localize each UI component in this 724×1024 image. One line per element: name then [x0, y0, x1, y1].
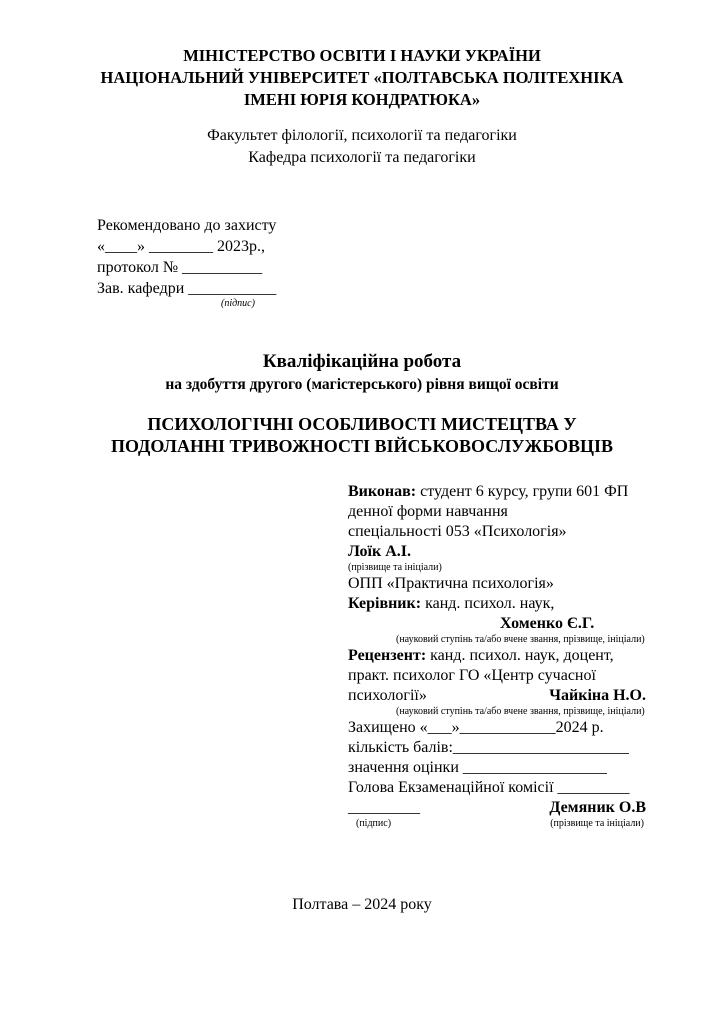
opp-line: ОПП «Практична психологія»: [348, 575, 554, 592]
approval-signature-caption: (підпис): [221, 298, 255, 309]
reviewer-line-2: практ. психолог ГО «Центр сучасної: [348, 667, 596, 684]
thesis-title: [0, 413, 724, 457]
department-line: Кафедра психології та педагогіки: [248, 149, 476, 166]
committee-signature-blank: _________: [348, 799, 420, 816]
faculty-line: Факультет філології, психології та педагогіки: [207, 127, 517, 144]
document-header: [0, 45, 724, 169]
work-type-title: Кваліфікаційна робота: [262, 351, 462, 372]
committee-signature-line: [348, 798, 650, 818]
university-line-2: ІМЕНІ ЮРІЯ КОНДРАТЮКА»: [243, 90, 481, 109]
reviewer-line-3: [348, 686, 650, 706]
reviewer-degree-caption: (науковий ступінь та/або вчене звання, прізвище, ініціали): [396, 706, 645, 717]
bottom-captions-row: [348, 818, 650, 830]
student-name-caption: (прізвище та ініціали): [348, 562, 442, 573]
name-caption: (прізвище та ініціали): [550, 818, 644, 829]
defended-line: Захищено «___»____________2024 р.: [348, 719, 604, 736]
supervisor-text: канд. психол. наук,: [425, 595, 555, 612]
approval-protocol-line: протокол № __________: [97, 259, 263, 276]
supervisor-name: Хоменко Є.Г.: [500, 615, 595, 632]
details-block: [348, 482, 650, 830]
grade-line: значення оцінки __________________: [348, 759, 607, 776]
reviewer-name: Чайкіна Н.О.: [549, 687, 646, 704]
approval-recommended-line: Рекомендовано до захисту: [97, 217, 277, 234]
committee-head-line: Голова Екзаменаційної комісії _________: [348, 779, 630, 796]
approval-dept-head-line: Зав. кафедри ___________: [97, 280, 277, 297]
supervisor-degree-caption: (науковий ступінь та/або вчене звання, прізвище, ініціали): [396, 634, 645, 645]
city-year-footer: Полтава – 2024 року: [292, 896, 432, 913]
reviewer-line-3-left: психології»: [348, 687, 427, 704]
study-form-line: денної форми навчання: [348, 503, 508, 520]
executor-text: студент 6 курсу, групи 601 ФП: [420, 483, 629, 500]
approval-block: [97, 215, 357, 310]
signature-caption: (підпис): [356, 818, 392, 829]
supervisor-label: Керівник:: [348, 595, 422, 612]
work-type-subtitle: на здобуття другого (магістерського) рівня вищої освіти: [165, 376, 559, 393]
committee-head-name: Демяник О.В: [549, 799, 646, 816]
supervisor-line: [348, 594, 650, 614]
student-name: Лоїк А.І.: [348, 543, 411, 560]
reviewer-label: Рецензент:: [348, 647, 427, 664]
executor-label: Виконав:: [348, 483, 417, 500]
thesis-title-line-1: ПСИХОЛОГІЧНІ ОСОБЛИВОСТІ МИСТЕЦТВА У: [147, 414, 577, 434]
thesis-title-line-2: ПОДОЛАННІ ТРИВОЖНОСТІ ВІЙСЬКОВОСЛУЖБОВЦІВ: [110, 436, 614, 456]
specialty-line: спеціальності 053 «Психологія»: [348, 523, 567, 540]
ministry-line: МІНІСТЕРСТВО ОСВІТИ І НАУКИ УКРАЇНИ: [183, 46, 541, 65]
work-type-block: [0, 350, 724, 395]
reviewer-text: канд. психол. наук, доцент,: [430, 647, 614, 664]
approval-date-line: «____» ________ 2023р.,: [97, 238, 265, 255]
reviewer-line: [348, 646, 650, 666]
points-line: кількість балів:______________________: [348, 739, 629, 756]
university-line-1: НАЦІОНАЛЬНИЙ УНІВЕРСИТЕТ «ПОЛТАВСЬКА ПОЛІТЕХНІКА: [100, 68, 624, 87]
executor-line: [348, 482, 650, 502]
